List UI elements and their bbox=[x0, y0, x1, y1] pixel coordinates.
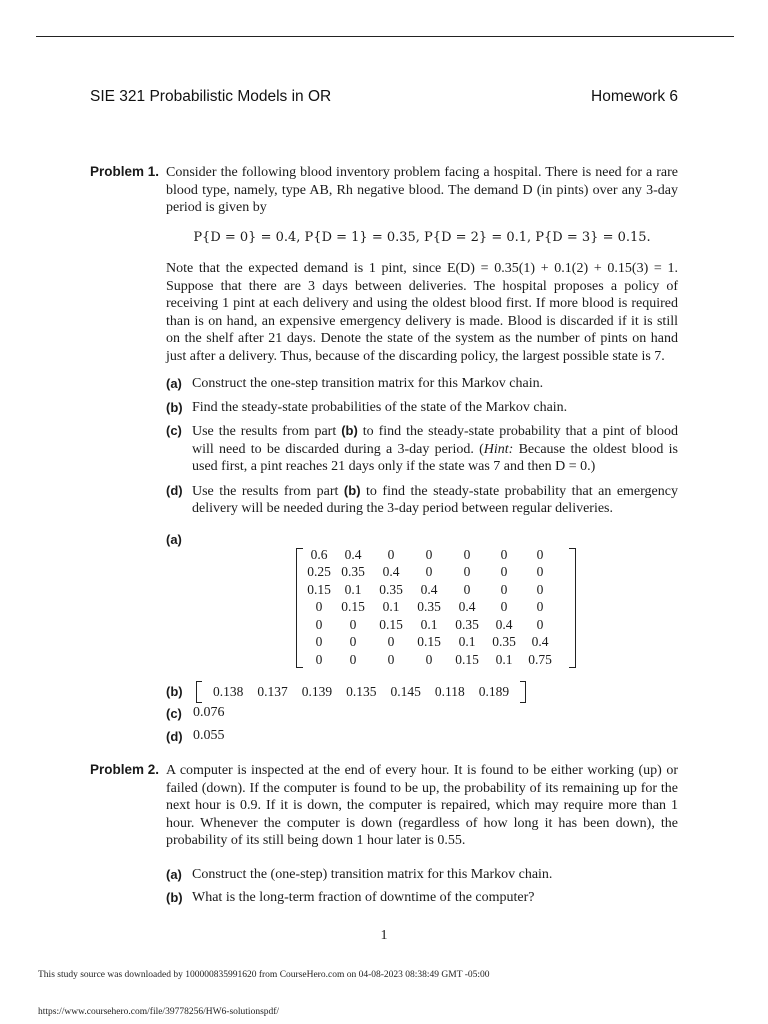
answer-b-label: (b) bbox=[166, 684, 183, 699]
problem-1-parts bbox=[166, 375, 678, 518]
answer-c-value: 0.076 bbox=[193, 705, 225, 720]
matrix-cell: 0 bbox=[349, 616, 357, 632]
matrix-cell: 0.35 bbox=[455, 616, 479, 632]
vector-left-bracket bbox=[196, 681, 202, 703]
matrix-cell: 0 bbox=[536, 581, 544, 597]
vector-value: 0.137 bbox=[257, 684, 288, 699]
matrix-cell: 0 bbox=[387, 634, 395, 650]
problem-2-label: Problem 2. bbox=[90, 762, 160, 777]
part-label: (a) bbox=[166, 866, 182, 882]
matrix-cell: 0 bbox=[425, 651, 433, 667]
matrix-cell: 0.15 bbox=[417, 634, 441, 650]
matrix-row bbox=[304, 651, 558, 669]
transition-matrix-table bbox=[304, 546, 558, 669]
matrix-cell: 0 bbox=[349, 634, 357, 650]
matrix-left-bracket bbox=[296, 548, 303, 668]
matrix-cell: 0 bbox=[536, 546, 544, 562]
matrix-row bbox=[304, 616, 558, 634]
matrix-cell: 0 bbox=[500, 581, 508, 597]
vector-value: 0.138 bbox=[213, 684, 244, 699]
matrix-cell: 0 bbox=[387, 546, 395, 562]
matrix-cell: 0.4 bbox=[420, 581, 438, 597]
part-reference: (b) bbox=[341, 423, 358, 438]
source-url[interactable]: https://www.coursehero.com/file/39778256/HW6-solutionspdf/ bbox=[38, 1007, 280, 1017]
matrix-cell: 0 bbox=[463, 581, 471, 597]
matrix-cell: 0 bbox=[315, 651, 323, 667]
vector-value: 0.189 bbox=[478, 684, 510, 699]
part-text: What is the long-term fraction of downtime of the computer? bbox=[192, 890, 535, 905]
top-rule bbox=[36, 36, 734, 37]
matrix-cell: 0.1 bbox=[420, 616, 438, 632]
part-label: (b) bbox=[166, 890, 183, 905]
matrix-cell: 0 bbox=[315, 634, 323, 650]
matrix-cell: 0 bbox=[536, 616, 544, 632]
vector-right-bracket bbox=[520, 681, 526, 703]
vector-value: 0.139 bbox=[301, 684, 333, 699]
matrix-cell: 0.1 bbox=[458, 634, 476, 650]
part-label: (b) bbox=[166, 399, 183, 415]
answer-d-value: 0.055 bbox=[193, 728, 225, 743]
matrix-cell: 0 bbox=[536, 564, 544, 580]
matrix-cell: 0.35 bbox=[341, 564, 365, 580]
matrix-cell: 0 bbox=[536, 599, 544, 615]
download-notice: This study source was downloaded by 100000835991620 from CourseHero.com on 04-08-2023 08:38:49 GMT -05:00 bbox=[38, 970, 490, 980]
answer-d-label: (d) bbox=[166, 729, 183, 744]
matrix-cell: 0 bbox=[500, 564, 508, 580]
matrix-cell: 0.15 bbox=[307, 581, 331, 597]
part-label: (d) bbox=[166, 482, 183, 498]
part-text bbox=[192, 484, 678, 517]
part-text bbox=[192, 424, 678, 474]
matrix-cell: 0.1 bbox=[382, 599, 400, 615]
problem-1-label: Problem 1. bbox=[90, 164, 160, 179]
vector-value: 0.145 bbox=[390, 684, 421, 699]
matrix-cell: 0.4 bbox=[495, 616, 513, 632]
matrix-row bbox=[304, 634, 558, 652]
matrix-cell: 0 bbox=[425, 546, 433, 562]
part-text: Find the steady-state probabilities of the state of the Markov chain. bbox=[192, 399, 568, 415]
matrix-cell: 0.35 bbox=[379, 581, 403, 597]
matrix-row bbox=[304, 581, 558, 599]
matrix-cell: 0 bbox=[315, 599, 323, 615]
demand-distribution-equation: P{D = 0} = 0.4, P{D = 1} = 0.35, P{D = 2} = 0.1, P{D = 3} = 0.15. bbox=[193, 229, 651, 245]
answer-a-label: (a) bbox=[166, 532, 182, 547]
problem-1-part-d bbox=[166, 482, 678, 518]
matrix-right-bracket bbox=[569, 548, 576, 668]
problem-1-description: Note that the expected demand is 1 pint, since E(D) = 0.35(1) + 0.1(2) + 0.15(3) = 1. Suppose that there are 3 days between deliveries. The hospital proposes a policy of receiving 1 pint at each delivery and using the oldest blood first. If more blood is required than is on hand, an expensive emergency delivery is made. Blood is discarded if it is still on the shelf after 21 days. Denote the state of the system as the number of pints on hand just after a delivery. Thus, because of the discarding policy, the largest possible state is 7. bbox=[166, 261, 678, 364]
matrix-cell: 0.15 bbox=[379, 616, 403, 632]
part-text-pre: Use the results from part bbox=[192, 424, 342, 439]
part-text-mid: to find the steady-state probability that a pint of blood will need to be discarded during a 3-day period. ( bbox=[192, 424, 678, 457]
steady-state-vector bbox=[196, 681, 526, 703]
problem-2-description: A computer is inspected at the end of every hour. It is found to be either working (up) or failed (down). If the computer is found to be up, the probability of its remaining up for the next hour is 0.9. If it is down, the computer is repaired, which may require more than 1 hour. Whenever the computer is down (regardless of how long it has been down), the probability of its still being down 1 hour later is 0.55. bbox=[166, 763, 678, 848]
problem-1 bbox=[90, 164, 678, 524]
problem-2-parts bbox=[166, 866, 678, 907]
matrix-row bbox=[304, 546, 558, 564]
part-text-post: Because the oldest blood is used first, a pint reaches 21 days only if the state was 7 and then D = 0.) bbox=[192, 441, 678, 474]
matrix-cell: 0.1 bbox=[495, 651, 513, 667]
problem-2 bbox=[90, 762, 678, 913]
problem-2-part-a bbox=[166, 866, 678, 884]
matrix-cell: 0 bbox=[387, 651, 395, 667]
matrix-cell: 0.35 bbox=[492, 634, 516, 650]
part-text: Construct the one-step transition matrix for this Markov chain. bbox=[192, 376, 544, 391]
vector-value: 0.118 bbox=[434, 684, 465, 699]
matrix-cell: 0 bbox=[463, 546, 471, 562]
problem-1-part-a bbox=[166, 375, 678, 393]
matrix-cell: 0 bbox=[500, 599, 508, 615]
matrix-cell: 0.75 bbox=[528, 651, 552, 667]
part-label: (c) bbox=[166, 423, 182, 438]
matrix-cell: 0.4 bbox=[531, 634, 549, 650]
matrix-cell: 0 bbox=[349, 651, 357, 667]
matrix-cell: 0.4 bbox=[458, 599, 476, 615]
matrix-cell: 0.25 bbox=[307, 564, 331, 580]
part-reference: (b) bbox=[343, 482, 361, 498]
matrix-cell: 0.4 bbox=[382, 564, 400, 580]
problem-1-part-b bbox=[166, 399, 678, 417]
hint-label: Hint: bbox=[483, 441, 514, 457]
problem-2-body bbox=[166, 762, 678, 907]
matrix-cell: 0 bbox=[500, 546, 508, 562]
answer-c-label: (c) bbox=[166, 706, 182, 721]
matrix-cell: 0.6 bbox=[310, 546, 328, 562]
matrix-row bbox=[304, 564, 558, 582]
matrix-cell: 0 bbox=[315, 616, 323, 632]
part-text-post: to find the steady-state probability that an emergency delivery will be needed during the 3-day period between regular deliveries. bbox=[192, 483, 678, 516]
part-text-pre: Use the results from part bbox=[192, 483, 344, 499]
problem-1-part-c bbox=[166, 422, 678, 476]
matrix-cell: 0.35 bbox=[417, 599, 441, 615]
matrix-cell: 0.4 bbox=[344, 546, 362, 562]
matrix-cell: 0.1 bbox=[344, 581, 362, 597]
matrix-cell: 0 bbox=[463, 564, 471, 580]
part-text: Construct the (one-step) transition matrix for this Markov chain. bbox=[192, 866, 553, 882]
part-label: (a) bbox=[166, 376, 182, 391]
vector-values bbox=[206, 684, 516, 700]
vector-value: 0.135 bbox=[346, 684, 377, 699]
problem-1-body bbox=[166, 164, 678, 518]
matrix-cell: 0 bbox=[425, 564, 433, 580]
problem-2-part-b bbox=[166, 889, 678, 907]
transition-matrix bbox=[296, 546, 576, 668]
course-title: SIE 321 Probabilistic Models in OR bbox=[90, 88, 332, 105]
matrix-cell: 0.15 bbox=[341, 599, 365, 615]
matrix-cell: 0.15 bbox=[455, 651, 479, 667]
problem-1-intro: Consider the following blood inventory problem facing a hospital. There is need for a rare blood type, namely, type AB, Rh negative blood. The demand D (in pints) over any 3-day period is given by bbox=[166, 165, 678, 215]
matrix-row bbox=[304, 599, 558, 617]
homework-title: Homework 6 bbox=[591, 88, 678, 105]
page-number: 1 bbox=[380, 928, 388, 943]
